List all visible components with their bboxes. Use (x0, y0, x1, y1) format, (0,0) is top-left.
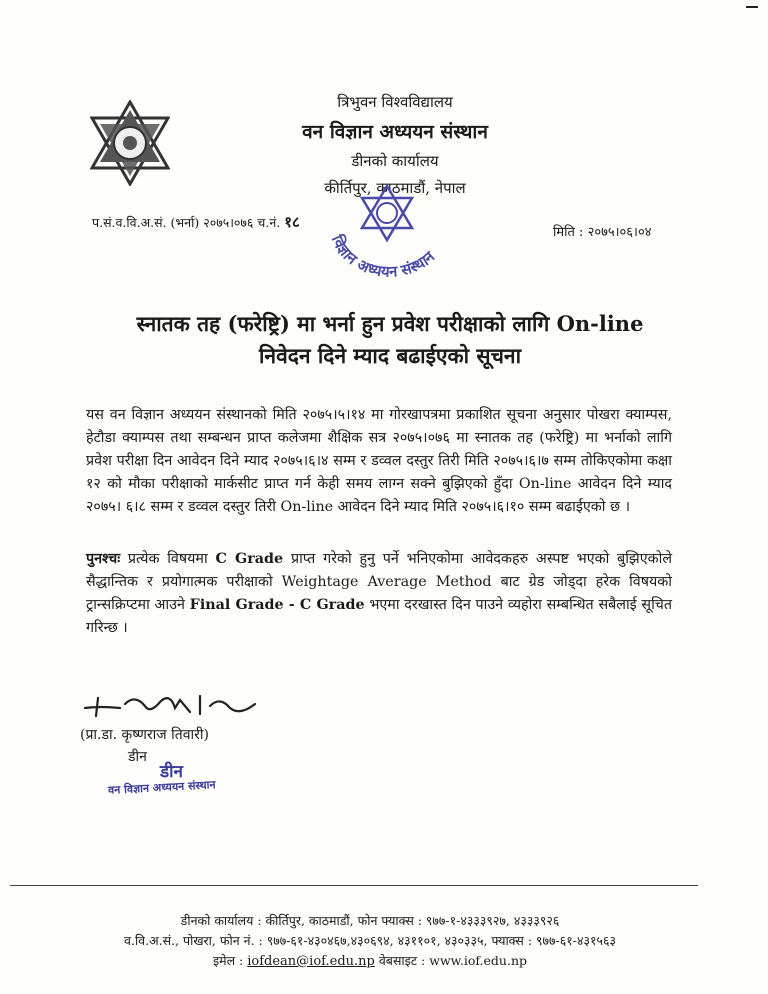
signer-name: (प्रा.डा. कृष्णराज तिवारी) (80, 727, 209, 743)
notice-title (70, 308, 710, 372)
stamp-text: विज्ञान अध्ययन संस्थान (327, 232, 439, 281)
email-label: इमेल : (212, 953, 244, 968)
institute-stamp (312, 178, 462, 288)
postscript-text-1: प्रत्येक विषयमा (127, 551, 208, 567)
footer-divider (10, 885, 698, 886)
footer (30, 911, 710, 972)
website-label: वेबसाइट : (378, 953, 426, 968)
reference-text: प.सं.व.वि.अ.सं. (भर्ना) २०७५।०७६ च.नं. (92, 215, 281, 230)
handwritten-signature (80, 686, 280, 722)
dean-stamp-institute: वन विज्ञान अध्ययन संस्थान (107, 778, 216, 797)
university-logo (90, 100, 170, 186)
postscript-text-2: प्राप्त गरेको हुनु पर्ने भनिएकोमा आवेदकहरु अस्पष्ट भएको बुझिएकोले सैद्धान्तिक र प्रयोगात्मक परीक्षाको Weightage Average Method बाट ग्रेड जोड्दा हरेक विषयको ट्रान्सक्रिप्टमा आउने (86, 551, 673, 613)
postscript-text-3: भएमा दरखास्त दिन पाउने व्यहोरा सम्बन्धित सबैलाई सूचित गरिन्छ । (86, 597, 673, 636)
notice-title-line2: निवेदन दिने म्याद बढाईएको सूचना (258, 343, 522, 368)
email-link[interactable]: iofdean@iof.edu.np (247, 954, 375, 969)
postscript-paragraph (86, 548, 672, 640)
corner-mark (746, 6, 758, 8)
footer-contact (30, 951, 710, 972)
office-name: डीनको कार्यालय (351, 152, 439, 170)
institute-name: वन विज्ञान अध्ययन संस्थान (302, 121, 488, 143)
website-link[interactable]: www.iof.edu.np (429, 953, 527, 968)
postscript-label: पुनश्चः (86, 551, 121, 567)
notice-paragraph: यस वन विज्ञान अध्ययन संस्थानको मिति २०७५।५।१४ मा गोरखापत्रमा प्रकाशित सूचना अनुसार पोखरा क्याम्पस, हेटौडा क्याम्पस तथा सम्बन्धन प्राप्त कलेजमा शैक्षिक सत्र २०७५।०७६ मा स्नातक तह (फरेष्ट्रि) मा भर्नाको लागि प्रवेश परीक्षा दिन आवेदन दिने म्याद २०७५।६।४ सम्म र डव्वल दस्तुर तिरी मिति २०७५।६।७ सम्म तोकिएकोमा कक्षा १२ को मौका परीक्षाको मार्कसीट प्राप्त गर्न केही समय लाग्न सक्ने बुझिएको हुँदा On-line आवेदन दिने म्याद २०७५। ६।८ सम्म र डव्वल दस्तुर तिरी On-line आवेदन दिने म्याद मिति २०७५।६।१० सम्म बढाईएको छ । (86, 407, 672, 515)
notice-title-line1: स्नातक तह (फरेष्ट्रि) मा भर्ना हुन प्रवेश परीक्षाको लागि On-line (136, 311, 644, 336)
university-name: त्रिभुवन विश्वविद्यालय (337, 93, 453, 111)
postscript-grade-1: C Grade (215, 551, 284, 567)
letter-date: मिति : २०७५।०६।०४ (553, 225, 652, 240)
footer-address-kirtipur: डीनको कार्यालय : कीर्तिपुर, काठमाडौं, फोन फ्याक्स : ९७७-१-४३३३९२७, ४३३३९२६ (180, 913, 560, 928)
office-location: कीर्तिपुर, काठमाडौं, नेपाल (324, 179, 466, 197)
reference-handwritten: १८ (284, 213, 300, 231)
footer-address-pokhara: व.वि.अ.सं., पोखरा, फोन नं. : ९७७-६१-४३०४६७,४३०६९४, ४३११०१, ४३०३३५, फ्याक्स : ९७७-६१-४३१५६३ (124, 933, 616, 948)
reference-number (92, 212, 300, 232)
postscript-grade-2: Final Grade - C Grade (189, 597, 365, 613)
dean-stamp-title: डीन (160, 762, 183, 782)
signer-role: डीन (128, 749, 147, 765)
